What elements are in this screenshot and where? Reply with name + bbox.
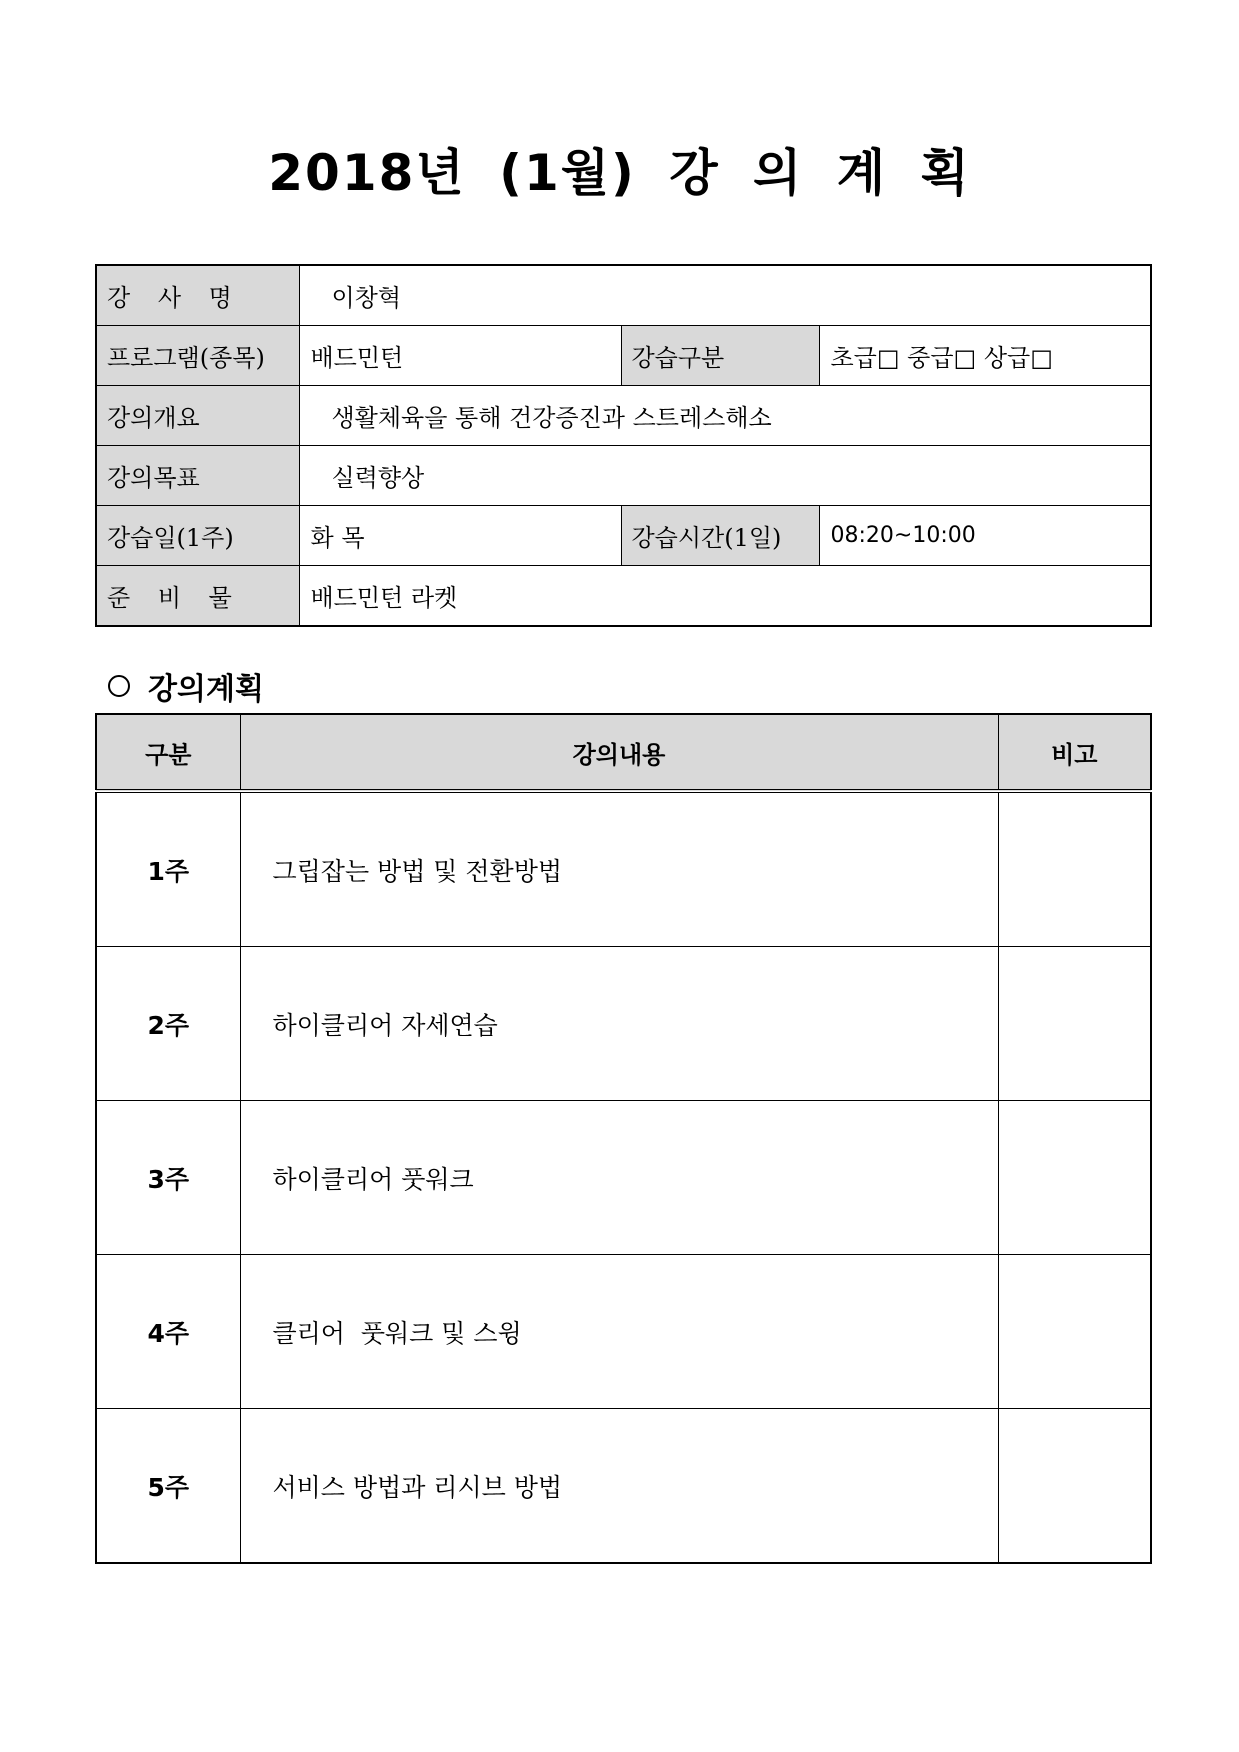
week-cell: 2주 — [96, 947, 240, 1101]
plan-heading-text: 강의계획 — [148, 672, 264, 707]
table-row — [96, 791, 1151, 947]
note-cell — [998, 1101, 1151, 1255]
note-cell — [998, 791, 1151, 947]
plan-section-heading — [108, 668, 264, 712]
table-row — [96, 947, 1151, 1101]
content-cell: 하이클리어 풋워크 — [240, 1101, 998, 1255]
days-label: 강습일(1주) — [96, 506, 299, 566]
content-cell: 그립잡는 방법 및 전환방법 — [240, 791, 998, 947]
goal-row — [96, 446, 1151, 506]
info-table — [95, 264, 1152, 627]
table-row — [96, 1101, 1151, 1255]
program-row — [96, 326, 1151, 386]
header-week: 구분 — [96, 714, 240, 791]
note-cell — [998, 1409, 1151, 1564]
circle-bullet-icon — [108, 675, 130, 697]
instructor-row — [96, 265, 1151, 326]
level-label: 강습구분 — [621, 326, 819, 386]
content-cell: 클리어 풋워크 및 스윙 — [240, 1255, 998, 1409]
table-row — [96, 1409, 1151, 1564]
schedule-row — [96, 506, 1151, 566]
table-row — [96, 1255, 1151, 1409]
program-value: 배드민턴 — [299, 326, 621, 386]
document-title: 2018년 (1월) 강 의 계 획 — [268, 144, 971, 202]
days-value: 화 목 — [299, 506, 621, 566]
note-cell — [998, 1255, 1151, 1409]
supplies-row — [96, 566, 1151, 627]
week-cell: 5주 — [96, 1409, 240, 1564]
goal-label: 강의목표 — [96, 446, 299, 506]
supplies-value: 배드민턴 라켓 — [299, 566, 1151, 627]
level-value: 초급□ 중급□ 상급□ — [819, 326, 1151, 386]
header-content: 강의내용 — [240, 714, 998, 791]
content-cell: 서비스 방법과 리시브 방법 — [240, 1409, 998, 1564]
program-label: 프로그램(종목) — [96, 326, 299, 386]
time-label: 강습시간(1일) — [621, 506, 819, 566]
header-note: 비고 — [998, 714, 1151, 791]
overview-label: 강의개요 — [96, 386, 299, 446]
plan-table — [95, 713, 1152, 1564]
week-cell: 1주 — [96, 791, 240, 947]
week-cell: 3주 — [96, 1101, 240, 1255]
plan-header-row — [96, 714, 1151, 791]
overview-value: 생활체육을 통해 건강증진과 스트레스해소 — [299, 386, 1151, 446]
content-cell: 하이클리어 자세연습 — [240, 947, 998, 1101]
supplies-label: 준 비 물 — [96, 566, 299, 627]
instructor-label: 강 사 명 — [96, 265, 299, 326]
overview-row — [96, 386, 1151, 446]
goal-value: 실력향상 — [299, 446, 1151, 506]
week-cell: 4주 — [96, 1255, 240, 1409]
note-cell — [998, 947, 1151, 1101]
instructor-value: 이창혁 — [299, 265, 1151, 326]
time-value: 08:20~10:00 — [819, 506, 1151, 566]
